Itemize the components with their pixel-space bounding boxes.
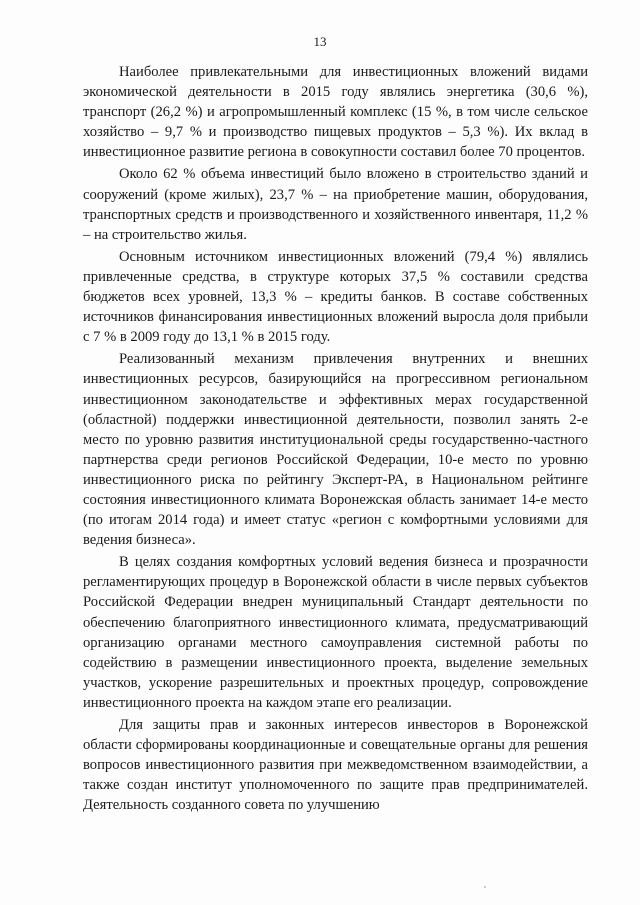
page-number: 13	[313, 34, 327, 49]
scan-speck-mark	[484, 886, 486, 888]
paragraph-investment-sources: Основным источником инвестиционных вложений (79,4 %) являлись привлеченные средства, в структуре которых 37,5 % составили средства бюджетов всех уровней, 13,3 % – кредиты банков. В составе собственных источников финансирования инвестиционных вложений выросла доля прибыли с 7 % в 2009 году до 13,1 % в 2015 году.	[83, 248, 588, 346]
paragraph-rankings: Реализованный механизм привлечения внутренних и внешних инвестиционных ресурсов, базирующийся на прогрессивном региональном инвестиционном законодательстве и эффективных мерах государственной (областной) поддержки инвестиционной деятельности, позволил занять 2-е место по уровню развития институциональной среды государственно-частного партнерства среди регионов Российской Федерации, 10-е место по уровню инвестиционного риска по рейтингу Эксперт-РА, в Национальном рейтинге состояния инвестиционного климата Воронежская область занимает 14-е место (по итогам 2014 года) и имеет статус «регион с комфортными условиями для ведения бизнеса».	[83, 351, 588, 549]
paragraph-investment-sectors: Наиболее привлекательными для инвестиционных вложений видами экономической деятельности в 2015 году являлись энергетика (30,6 %), транспорт (26,2 %) и агропромышленный комплекс (15 %, в том числе сельское хозяйство – 9,7 % и производство пищевых продуктов – 5,3 %). Их вклад в инвестиционное развитие региона в совокупности составил более 70 процентов.	[83, 64, 588, 161]
document-body	[83, 62, 588, 815]
paragraph-business-standard: В целях создания комфортных условий ведения бизнеса и прозрачности регламентирующих процедур в Воронежской области в числе первых субъектов Российской Федерации внедрен муниципальный Стандарт деятельности по обеспечению благоприятного инвестиционного климата, предусматривающий организацию органами местного самоуправления системной работы по содействию в размещении инвестиционного проекта, выделение земельных участков, ускорение разрешительных и проектных процедур, сопровождение инвестиционного проекта на каждом этапе его реализации.	[83, 554, 588, 711]
paragraph-investor-protection: Для защиты прав и законных интересов инвесторов в Воронежской области сформированы координационные и совещательные органы для решения вопросов инвестиционного развития при межведомственном взаимодействии, а также создан институт уполномоченного по защите прав предпринимателей. Деятельность созданного совета по улучшению	[83, 717, 588, 814]
paragraph-investment-structure: Около 62 % объема инвестиций было вложено в строительство зданий и сооружений (кроме жилых), 23,7 % – на приобретение машин, оборудования, транспортных средств и производственного и хозяйственного инвентаря, 11,2 % – на строительство жилья.	[83, 166, 588, 243]
